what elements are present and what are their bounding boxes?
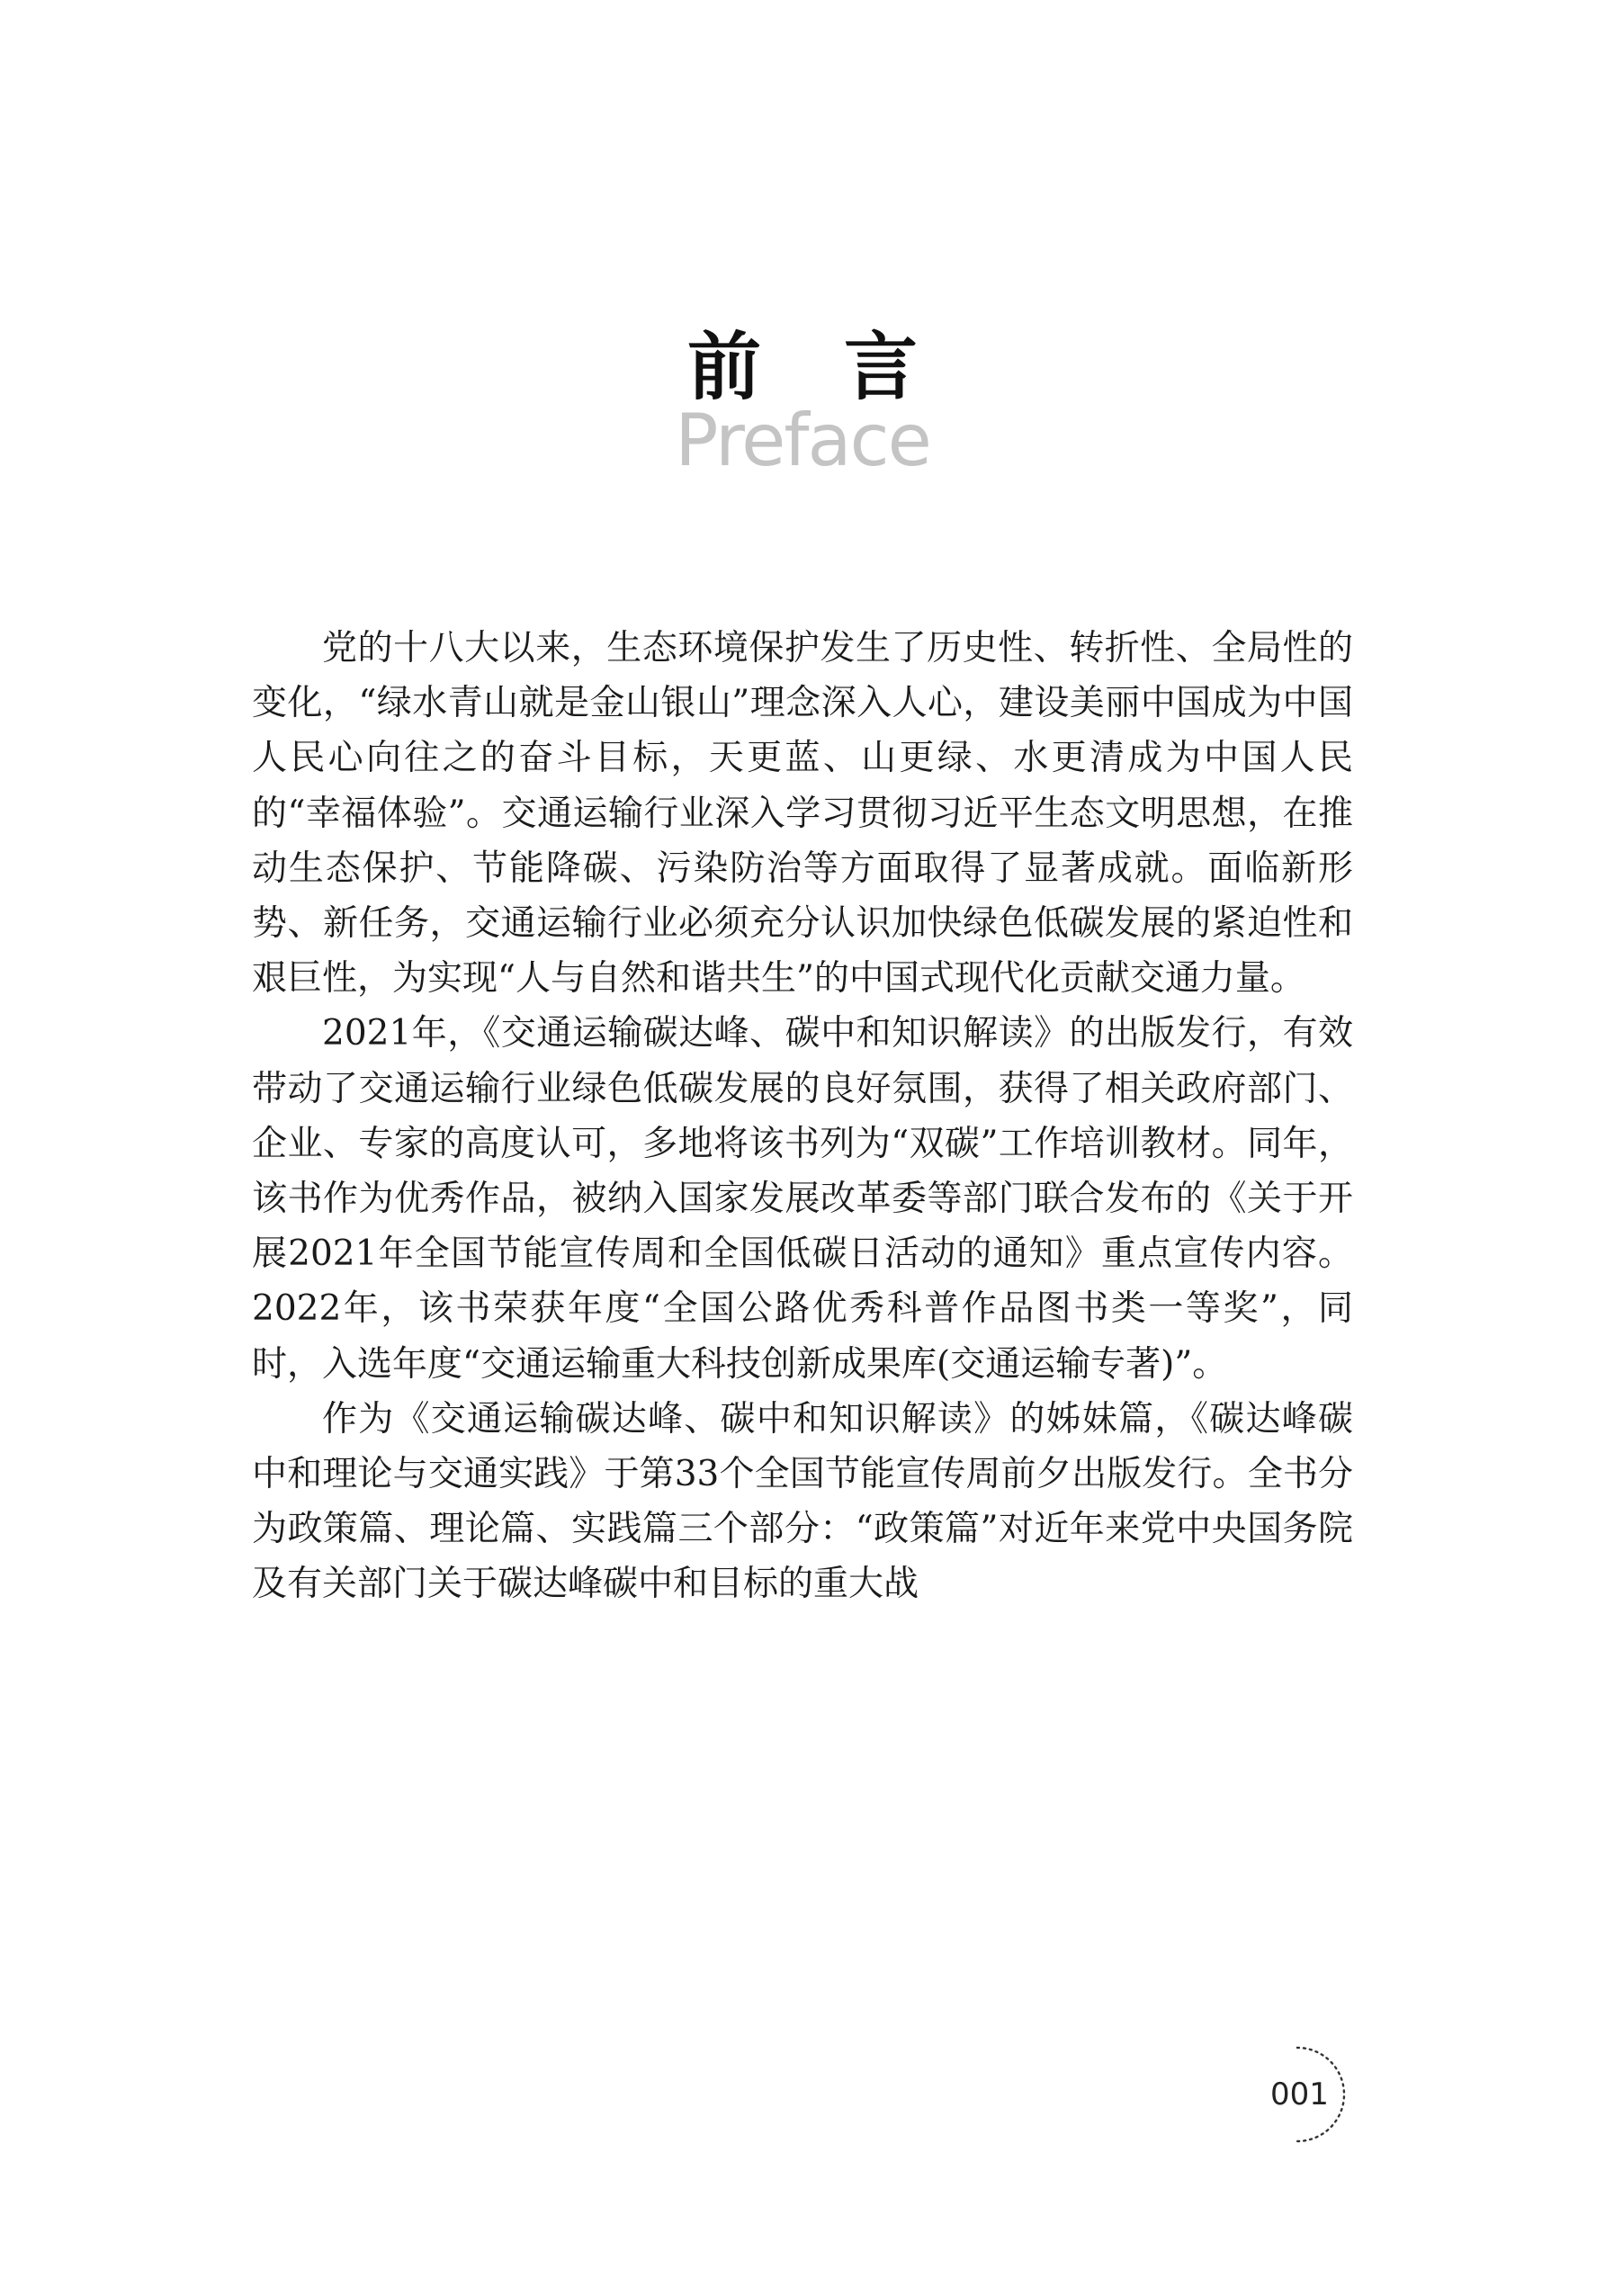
page-title: 前言: [686, 324, 1000, 410]
page-subtitle: Preface: [675, 399, 930, 482]
paragraph: 党的十八大以来，生态环境保护发生了历史性、转折性、全局性的变化，“绿水青山就是金山银山”理念深入人心，建设美丽中国成为中国人民心向往之的奋斗目标，天更蓝、山更绿、水更清成为中国人民的“幸福体验”。交通运输行业深入学习贯彻习近平生态文明思想，在推动生态保护、节能降碳、污染防治等方面取得了显著成就。面临新形势、新任务，交通运输行业必须充分认识加快绿色低碳发展的紧迫性和艰巨性，为实现“人与自然和谐共生”的中国式现代化贡献交通力量。: [252, 628, 1353, 1000]
body-text: [252, 621, 1353, 1612]
paragraph: 作为《交通运输碳达峰、碳中和知识解读》的姊妹篇，《碳达峰碳中和理论与交通实践》于第33个全国节能宣传周前夕出版发行。全书分为政策篇、理论篇、实践篇三个部分：“政策篇”对近年来党中央国务院及有关部门关于碳达峰碳中和目标的重大战: [252, 1398, 1353, 1605]
page-number: 001: [1270, 2076, 1329, 2112]
paragraph: 2021年，《交通运输碳达峰、碳中和知识解读》的出版发行，有效带动了交通运输行业绿色低碳发展的良好氛围，获得了相关政府部门、企业、专家的高度认可，多地将该书列为“双碳”工作培训教材。同年，该书作为优秀作品，被纳入国家发展改革委等部门联合发布的《关于开展2021年全国节能宣传周和全国低碳日活动的通知》重点宣传内容。2022年，该书荣获年度“全国公路优秀科普作品图书类一等奖”，同时，入选年度“交通运输重大科技创新成果库(交通运输专著)”。: [252, 1013, 1353, 1385]
